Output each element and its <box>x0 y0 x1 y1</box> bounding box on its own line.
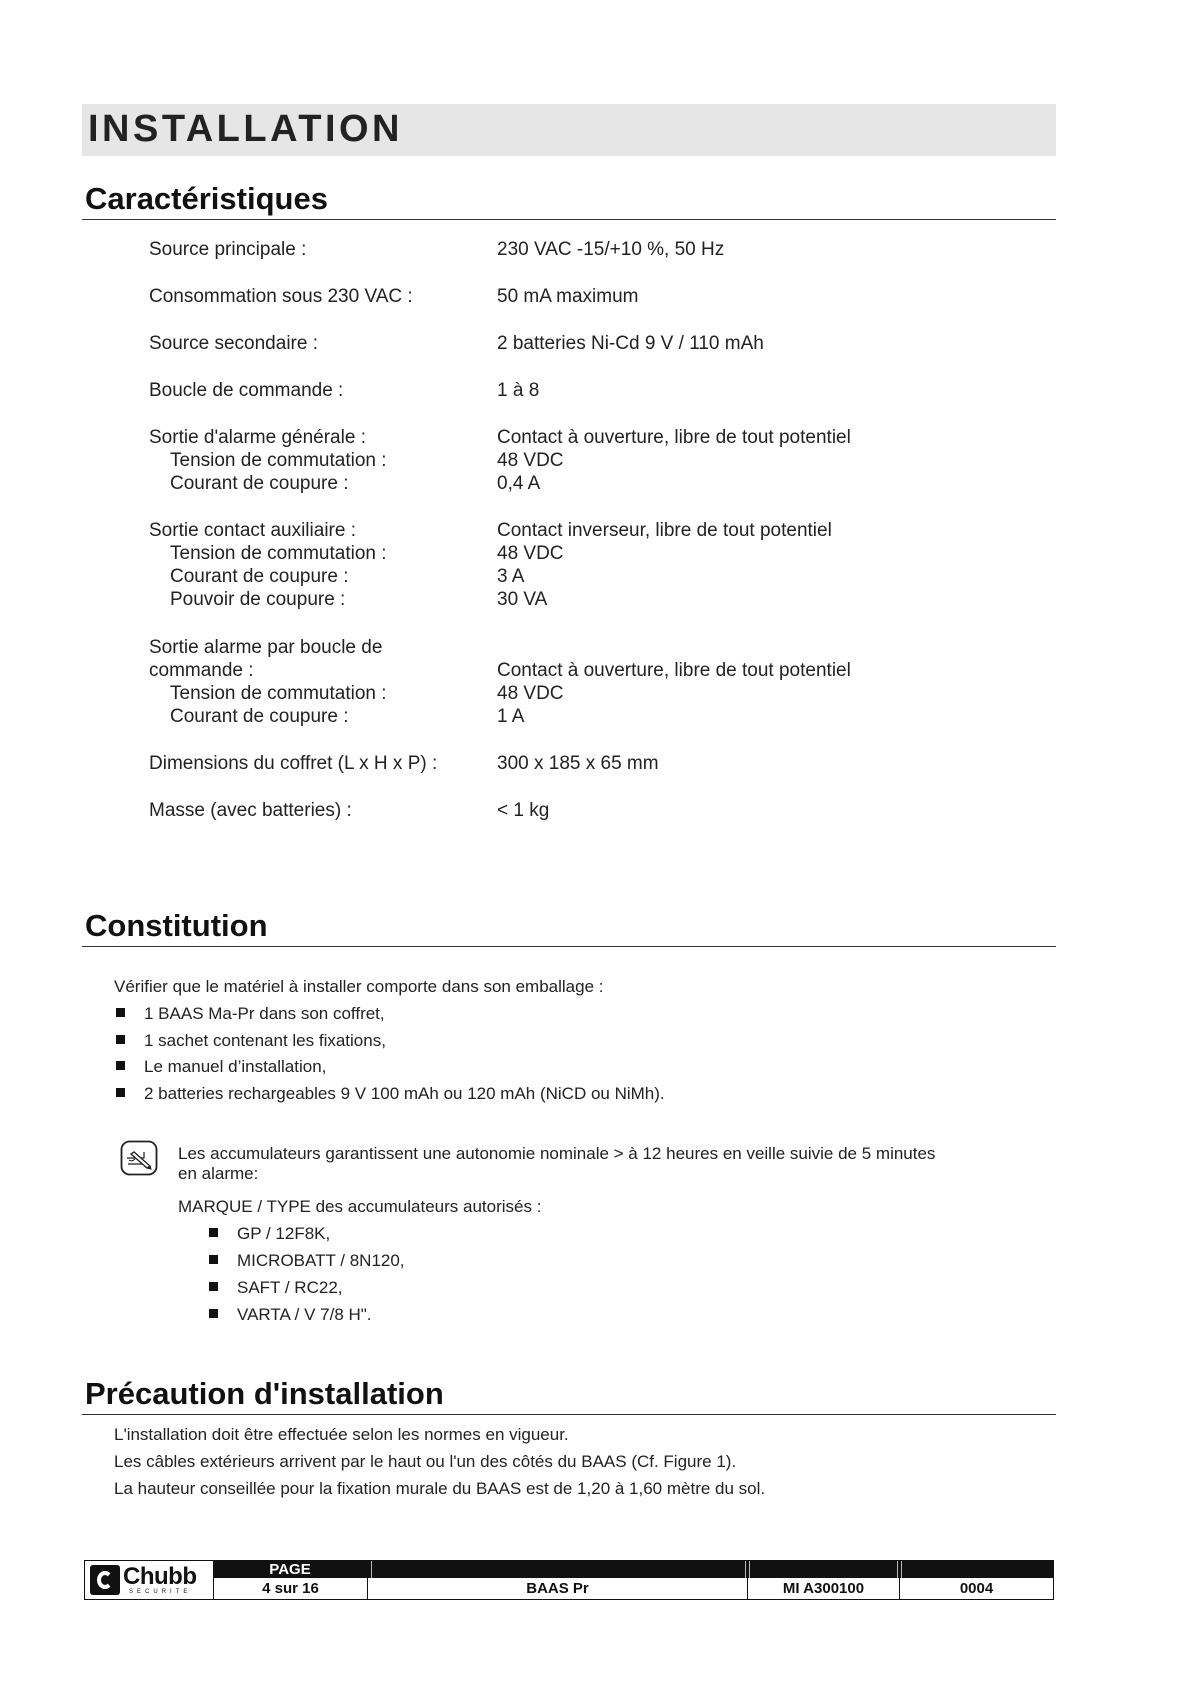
spec-value: 300 x 185 x 65 mm <box>497 753 659 774</box>
footer-tick <box>897 1561 898 1578</box>
spec-label: commande : <box>149 660 254 681</box>
precaution-line: L'installation doit être effectuée selon les normes en vigueur. <box>114 1425 569 1444</box>
spec-value: 48 VDC <box>497 543 564 564</box>
spec-sublabel: Tension de commutation : <box>170 683 387 704</box>
list-item <box>116 1084 665 1104</box>
footer-tick <box>745 1561 746 1578</box>
spec-value: 0,4 A <box>497 473 541 494</box>
spec-value: 2 batteries Ni-Cd 9 V / 110 mAh <box>497 333 764 354</box>
footer-page-label: PAGE <box>269 1561 311 1578</box>
bullet-icon <box>209 1309 218 1318</box>
precaution-line: La hauteur conseillée pour la fixation murale du BAAS est de 1,20 à 1,60 mètre du sol. <box>114 1479 766 1498</box>
list-item-text: VARTA / V 7/8 H". <box>237 1305 372 1324</box>
bullet-icon <box>116 1061 125 1070</box>
spec-value: < 1 kg <box>497 800 550 821</box>
precaution-line: Les câbles extérieurs arrivent par le haut ou l'un des côtés du BAAS (Cf. Figure 1). <box>114 1452 737 1471</box>
spec-label: Consommation sous 230 VAC : <box>149 286 413 307</box>
list-item-text: 1 BAAS Ma-Pr dans son coffret, <box>144 1004 385 1023</box>
bullet-icon <box>209 1228 218 1237</box>
footer-revision: 0004 <box>959 1580 994 1597</box>
constitution-rule <box>82 946 1056 947</box>
spec-label: Boucle de commande : <box>149 380 344 401</box>
list-item <box>209 1278 343 1298</box>
list-item <box>209 1224 330 1244</box>
footer-product: BAAS Pr <box>526 1580 589 1597</box>
constitution-heading: Constitution <box>85 908 268 943</box>
spec-label: Source principale : <box>149 239 307 260</box>
spec-sublabel: Pouvoir de coupure : <box>170 589 346 610</box>
list-item <box>116 1004 385 1024</box>
bullet-icon <box>209 1282 218 1291</box>
list-item-text: SAFT / RC22, <box>237 1278 343 1297</box>
footer-tick <box>749 1561 750 1578</box>
spec-sublabel: Courant de coupure : <box>170 566 349 587</box>
bullet-icon <box>116 1088 125 1097</box>
spec-sublabel: Tension de commutation : <box>170 450 387 471</box>
note-line-1: Les accumulateurs garantissent une autonomie nominale > à 12 heures en veille suivie de 5 minutes <box>178 1144 936 1163</box>
precaution-rule <box>82 1414 1056 1415</box>
caracteristiques-heading: Caractéristiques <box>85 181 328 216</box>
note-line-2: en alarme: <box>178 1164 259 1183</box>
note-pencil-icon <box>120 1140 158 1176</box>
spec-label: Sortie contact auxiliaire : <box>149 520 356 541</box>
footer-tick <box>371 1561 372 1578</box>
spec-label: Source secondaire : <box>149 333 318 354</box>
list-item-text: Le manuel d’installation, <box>144 1057 327 1076</box>
spec-value: 30 VA <box>497 589 548 610</box>
footer-reference: MI A300100 <box>782 1580 865 1597</box>
spec-sublabel: Courant de coupure : <box>170 706 349 727</box>
list-item-text: 2 batteries rechargeables 9 V 100 mAh ou 120 mAh (NiCD ou NiMh). <box>144 1084 665 1103</box>
spec-value: 3 A <box>497 566 525 587</box>
page-title: INSTALLATION <box>88 108 403 150</box>
spec-label: Sortie d'alarme générale : <box>149 427 366 448</box>
logo-subtitle: SECURITE <box>129 1589 192 1595</box>
spec-label: Masse (avec batteries) : <box>149 800 352 821</box>
list-item <box>116 1031 386 1051</box>
list-item <box>209 1305 372 1325</box>
list-item-text: MICROBATT / 8N120, <box>237 1251 405 1270</box>
list-item <box>116 1057 326 1077</box>
chubb-c-icon <box>90 1565 120 1595</box>
bullet-icon <box>116 1008 125 1017</box>
spec-value: Contact à ouverture, libre de tout potentiel <box>497 660 851 681</box>
spec-sublabel: Tension de commutation : <box>170 543 387 564</box>
spec-value: 1 à 8 <box>497 380 540 401</box>
spec-label: Sortie alarme par boucle de <box>149 637 383 658</box>
constitution-intro: Vérifier que le matériel à installer comporte dans son emballage : <box>114 977 604 996</box>
spec-value: Contact à ouverture, libre de tout potentiel <box>497 427 851 448</box>
spec-label: Dimensions du coffret (L x H x P) : <box>149 753 438 774</box>
bullet-icon <box>209 1255 218 1264</box>
spec-sublabel: Courant de coupure : <box>170 473 349 494</box>
footer-tick <box>901 1561 902 1578</box>
bullet-icon <box>116 1035 125 1044</box>
spec-value: 48 VDC <box>497 450 564 471</box>
list-item-text: GP / 12F8K, <box>237 1224 331 1243</box>
spec-value: 48 VDC <box>497 683 564 704</box>
list-item <box>209 1251 405 1271</box>
page-footer <box>84 1560 1054 1600</box>
logo-name: Chubb <box>123 1563 197 1590</box>
spec-value: 50 mA maximum <box>497 286 639 307</box>
spec-value: 230 VAC -15/+10 %, 50 Hz <box>497 239 725 260</box>
list-item-text: 1 sachet contenant les fixations, <box>144 1031 386 1050</box>
spec-value: Contact inverseur, libre de tout potentiel <box>497 520 832 541</box>
footer-page-number: 4 sur 16 <box>262 1580 319 1597</box>
caracteristiques-rule <box>82 219 1056 220</box>
note-subtitle: MARQUE / TYPE des accumulateurs autorisés : <box>178 1197 542 1216</box>
chubb-logo <box>85 1561 214 1599</box>
spec-value: 1 A <box>497 706 525 727</box>
precaution-heading: Précaution d'installation <box>85 1376 444 1411</box>
